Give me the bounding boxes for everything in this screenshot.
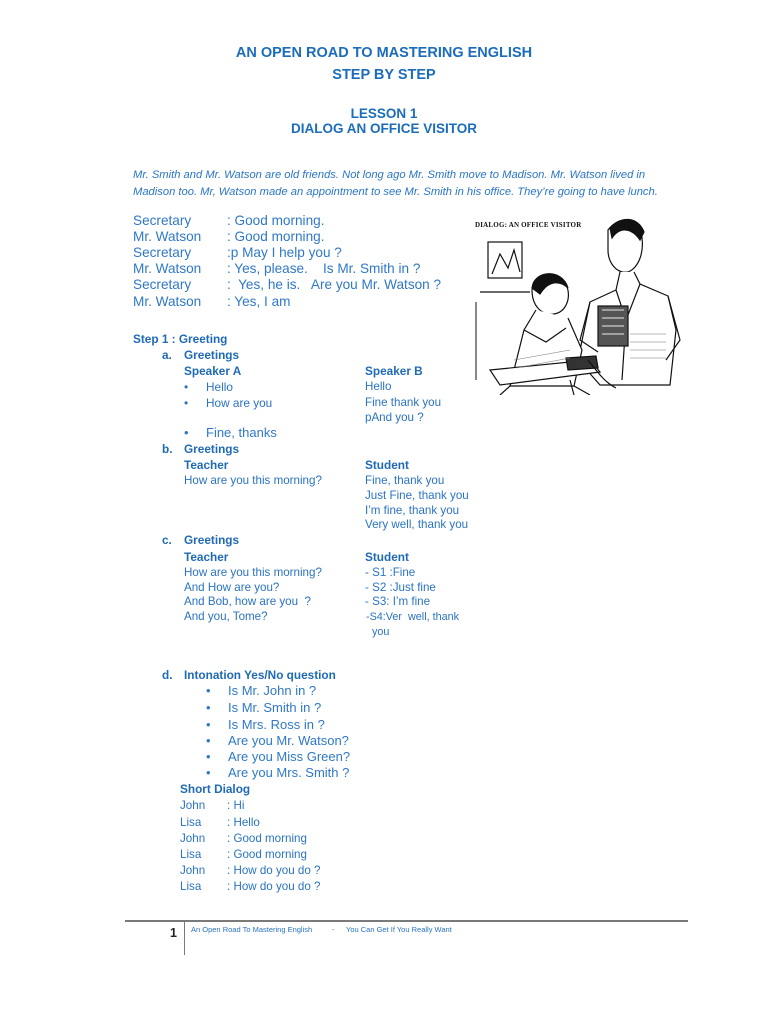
short-dialog-line: : Good morning <box>227 848 307 861</box>
bullet-icon: • <box>206 733 211 748</box>
office-visitor-illustration <box>470 210 686 395</box>
list-item: • Are you Mr. Watson? <box>206 733 349 748</box>
student-line: -S4:Ver well, thank <box>366 611 460 623</box>
document-subtitle: STEP BY STEP <box>332 67 436 83</box>
short-dialog-title: Short Dialog <box>180 782 251 796</box>
list-item: • Are you Miss Green? <box>206 749 351 764</box>
list-item: • How are you <box>184 396 273 410</box>
intro-line-1: Mr. Smith and Mr. Watson are old friends. Not long ago Mr. Smith move to Madison. Mr. Watson lived in <box>133 169 646 181</box>
teacher-line: And you, Tome? <box>184 610 268 623</box>
list-item: • Are you Mrs. Smith ? <box>206 765 350 780</box>
section-c-title: Greetings <box>184 533 240 547</box>
dialog-speaker: Mr. Watson <box>133 229 202 244</box>
section-a-letter: a. <box>162 348 172 362</box>
illustration-caption: DIALOG: AN OFFICE VISITOR <box>475 221 582 229</box>
dialog-speaker: Secretary <box>133 245 192 260</box>
dialog-line: :p May I help you ? <box>227 245 342 260</box>
teacher-line: And How are you? <box>184 581 280 594</box>
short-dialog-speaker: Lisa <box>180 848 202 861</box>
section-b-col-a: Teacher <box>184 458 229 472</box>
footer-sep-text: - <box>332 925 335 934</box>
lesson-number: LESSON 1 <box>350 106 418 121</box>
section-a-col-a: Speaker A <box>184 364 242 378</box>
list-item: • Fine, thanks <box>184 425 277 440</box>
page-number: 1 <box>170 926 177 940</box>
step-1-title: Step 1 : Greeting <box>133 332 228 346</box>
dialog-speaker: Secretary <box>133 277 192 292</box>
bullet-icon: • <box>206 765 211 780</box>
speaker-b-line: pAnd you ? <box>365 411 424 424</box>
footer-right-text: You Can Get If You Really Want <box>346 925 452 934</box>
document-title: AN OPEN ROAD TO MASTERING ENGLISH <box>235 45 533 61</box>
list-item: • Is Mr. John in ? <box>206 683 317 698</box>
section-c-letter: c. <box>162 533 172 547</box>
short-dialog-speaker: John <box>180 799 206 812</box>
student-line: Just Fine, thank you <box>365 489 469 502</box>
bullet-icon: • <box>206 749 211 764</box>
section-a-title: Greetings <box>184 348 240 362</box>
section-d-letter: d. <box>162 668 173 682</box>
bullet-icon: • <box>184 396 189 410</box>
teacher-line: How are you this morning? <box>184 566 322 579</box>
speaker-b-line: Hello <box>365 380 392 393</box>
short-dialog-line: : Hi <box>227 799 245 812</box>
intro-line-2: Madison too. Mr, Watson made an appointment to see Mr. Smith in his office. They’re going to have lunch. <box>133 186 658 198</box>
student-line: you <box>366 626 390 638</box>
student-line: Fine, thank you <box>365 474 445 487</box>
dialog-line: : Yes, I am <box>227 294 291 309</box>
section-b-letter: b. <box>162 442 173 456</box>
dialog-speaker: Secretary <box>133 213 192 228</box>
student-line: I’m fine, thank you <box>365 504 460 517</box>
list-item: • Is Mrs. Ross in ? <box>206 717 325 732</box>
section-b-col-b: Student <box>365 458 409 472</box>
short-dialog-speaker: John <box>180 864 206 877</box>
short-dialog-line: : Good morning <box>227 832 307 845</box>
short-dialog-line: : Hello <box>227 816 260 829</box>
dialog-line: : Good morning. <box>227 213 325 228</box>
bullet-icon: • <box>206 700 211 715</box>
student-line: Very well, thank you <box>365 518 469 531</box>
footer-divider <box>125 920 688 922</box>
dialog-speaker: Mr. Watson <box>133 294 202 309</box>
student-line: - S2 :Just fine <box>365 581 436 594</box>
bullet-icon: • <box>206 717 211 732</box>
bullet-icon: • <box>206 683 211 698</box>
bullet-icon: • <box>184 380 189 394</box>
list-item: • Hello <box>184 380 233 394</box>
section-d-title: Intonation Yes/No question <box>184 668 336 682</box>
section-b-title: Greetings <box>184 442 240 456</box>
dialog-speaker: Mr. Watson <box>133 261 202 276</box>
student-line: - S3: I’m fine <box>365 595 431 608</box>
list-item: • Is Mr. Smith in ? <box>206 700 322 715</box>
dialog-line: : Yes, he is. Are you Mr. Watson ? <box>227 277 442 292</box>
lesson-title: DIALOG AN OFFICE VISITOR <box>290 121 477 136</box>
short-dialog-line: : How do you do ? <box>227 880 321 893</box>
section-c-col-b: Student <box>365 550 409 564</box>
dialog-line: : Yes, please. Is Mr. Smith in ? <box>227 261 421 276</box>
footer-separator <box>184 922 185 955</box>
student-line: - S1 :Fine <box>365 566 416 579</box>
section-c-col-a: Teacher <box>184 550 229 564</box>
short-dialog-line: : How do you do ? <box>227 864 321 877</box>
speaker-b-line: Fine thank you <box>365 396 442 409</box>
section-a-col-b: Speaker B <box>365 364 423 378</box>
short-dialog-speaker: John <box>180 832 206 845</box>
short-dialog-speaker: Lisa <box>180 816 202 829</box>
illustration-drawing <box>470 210 686 395</box>
bullet-icon: • <box>184 425 189 440</box>
teacher-line: And Bob, how are you ? <box>184 595 311 608</box>
teacher-line: How are you this morning? <box>184 474 322 487</box>
short-dialog-speaker: Lisa <box>180 880 202 893</box>
dialog-line: : Good morning. <box>227 229 325 244</box>
footer-left-text: An Open Road To Mastering English <box>191 925 313 934</box>
